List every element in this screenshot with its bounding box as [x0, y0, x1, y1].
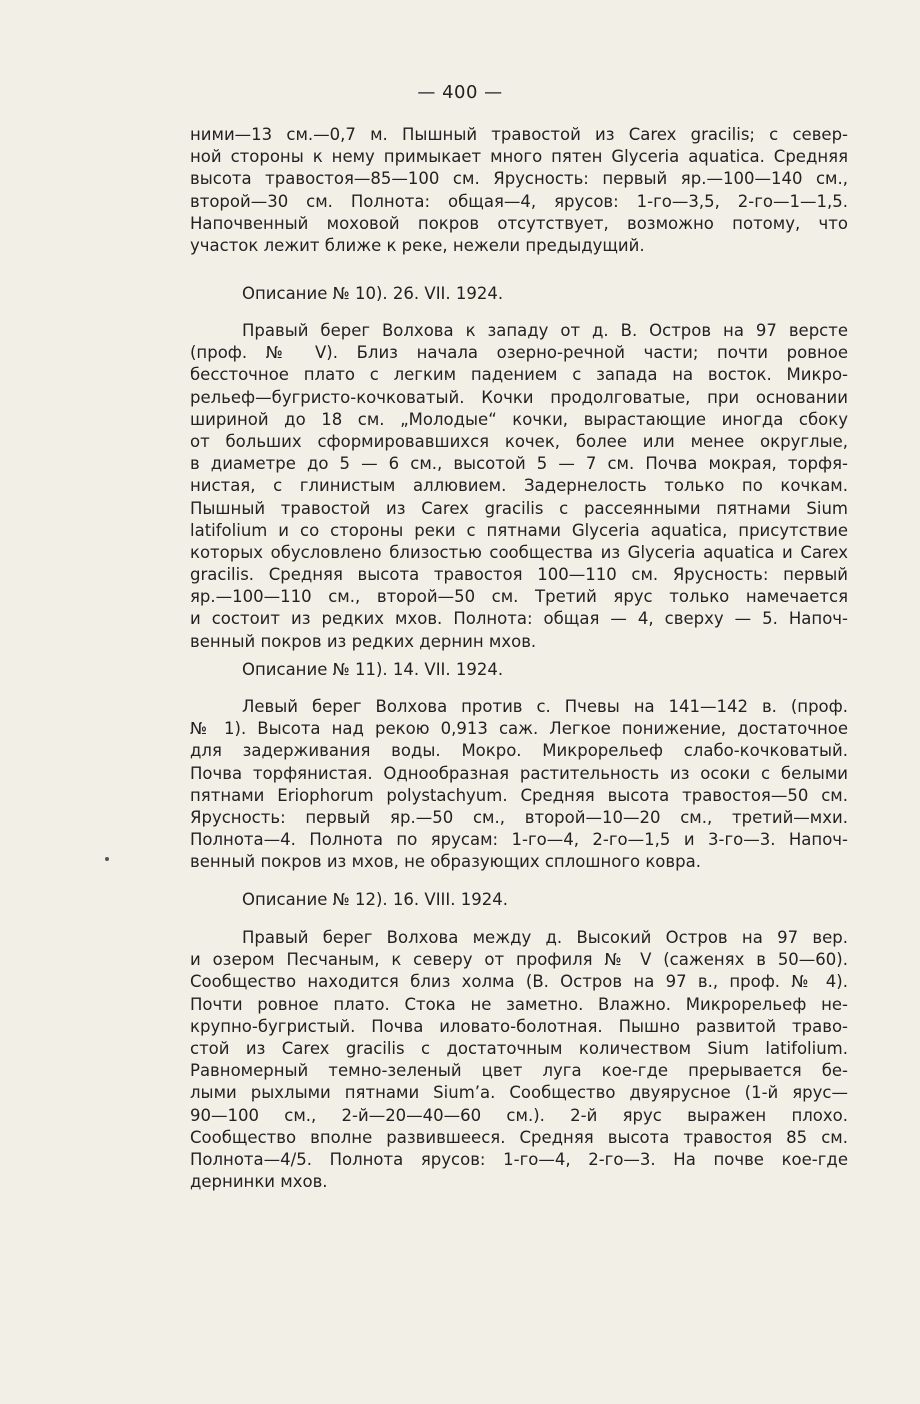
- text-line: № 1). Высота над рекою 0,913 саж. Легкое понижение, достаточное: [190, 719, 848, 739]
- text-line: нистая, с глинистым аллювием. Задернелость только по кочкам.: [190, 476, 848, 496]
- text-line: Полнота—4/5. Полнота ярусов: 1-го—4, 2-го—3. На почве кое-где: [190, 1149, 848, 1169]
- text-line: Напочвенный моховой покров отсутствует, возможно потому, что: [190, 213, 848, 233]
- text-line: которых обусловлено близостью сообщества из Glyceria aquatica и Carex: [190, 542, 848, 562]
- text-line: и озером Песчаным, к северу от профиля № V (саженях в 50—60).: [190, 950, 848, 970]
- text-line: Сообщество вполне развившееся. Средняя высота травостоя 85 см.: [190, 1127, 848, 1147]
- section-heading: Описание № 10). 26. VII. 1924.: [242, 284, 504, 303]
- text-line: Левый берег Волхова против с. Пчевы на 141—142 в. (проф.: [242, 697, 848, 716]
- section-heading: Описание № 11). 14. VII. 1924.: [242, 660, 504, 679]
- page-number: — 400 —: [417, 82, 503, 103]
- text-line: Пышный травостой из Carex gracilis с рассеянными пятнами Sium: [190, 498, 848, 518]
- text-line: Сообщество находится близ холма (В. Остров на 97 в., проф. № 4).: [190, 972, 848, 992]
- section-paragraph: [190, 320, 848, 653]
- text-line: дернинки мхов.: [190, 1172, 328, 1192]
- text-line: бессточное плато с легким падением с запада на восток. Микро-: [190, 365, 848, 385]
- section-paragraph: [190, 927, 848, 1193]
- text-line: яр.—100—110 см., второй—50 см. Третий ярус только намечается: [190, 587, 848, 607]
- text-line: венный покров из мхов, не образующих сплошного ковра.: [190, 852, 701, 872]
- text-line: лыми рыхлыми пятнами Sium’a. Сообщество двуярусное (1-й ярус—: [190, 1083, 848, 1103]
- text-line: Правый берег Волхова к западу от д. В. Остров на 97 версте: [242, 321, 848, 340]
- text-line: Правый берег Волхова между д. Высокий Остров на 97 вер.: [242, 928, 848, 947]
- margin-mark: [105, 857, 109, 861]
- text-line: второй—30 см. Полнота: общая—4, ярусов: 1-го—3,5, 2-го—1—1,5.: [190, 191, 848, 211]
- text-line: венный покров из редких дернин мхов.: [190, 631, 537, 651]
- text-line: от больших сформировавшихся кочек, более или менее округлые,: [190, 431, 848, 451]
- text-line: и состоит из редких мхов. Полнота: общая — 4, сверху — 5. Напоч-: [190, 609, 848, 629]
- text-line: высота травостоя—85—100 см. Ярусность: первый яр.—100—140 см.,: [190, 169, 848, 189]
- text-line: стой из Carex gracilis с достаточным количеством Sium latifolium.: [190, 1038, 848, 1058]
- text-line: (проф. № V). Близ начала озерно-речной части; почти ровное: [190, 343, 848, 363]
- text-line: участок лежит ближе к реке, нежели предыдущий.: [190, 235, 645, 255]
- section-paragraph: [190, 696, 848, 874]
- text-line: ной стороны к нему примыкает много пятен Glyceria aquatica. Средняя: [190, 147, 848, 167]
- text-line: Почти ровное плато. Стока не заметно. Влажно. Микрорельеф не-: [190, 994, 848, 1014]
- text-line: gracilis. Средняя высота травостоя 100—110 см. Ярусность: первый: [190, 565, 848, 585]
- text-line: рельеф—бугристо-кочковатый. Кочки продолговатые, при основании: [190, 387, 848, 407]
- text-line: Почва торфянистая. Однообразная растительность из осоки с белыми: [190, 763, 848, 783]
- text-line: для задерживания воды. Мокро. Микрорельеф слабо-кочковатый.: [190, 741, 848, 761]
- text-line: пятнами Eriophorum polystachyum. Средняя высота травостоя—50 см.: [190, 785, 848, 805]
- text-line: крупно-бугристый. Почва иловато-болотная. Пышно развитой траво-: [190, 1016, 848, 1036]
- text-line: Ярусность: первый яр.—50 см., второй—10—20 см., третий—мхи.: [190, 807, 848, 827]
- intro-paragraph: [190, 124, 848, 257]
- text-line: 90—100 см., 2-й—20—40—60 см.). 2-й ярус выражен плохо.: [190, 1105, 848, 1125]
- text-line: шириной до 18 см. „Молодые“ кочки, вырастающие иногда сбоку: [190, 409, 848, 429]
- section-heading: Описание № 12). 16. VIII. 1924.: [242, 890, 509, 909]
- text-line: Равномерный темно-зеленый цвет луга кое-где прерывается бе-: [190, 1061, 848, 1081]
- text-line: в диаметре до 5 — 6 см., высотой 5 — 7 см. Почва мокрая, торфя-: [190, 454, 848, 474]
- text-line: latifolium и со стороны реки с пятнами Glyceria aquatica, присутствие: [190, 520, 848, 540]
- text-line: Полнота—4. Полнота по ярусам: 1-го—4, 2-го—1,5 и 3-го—3. Напоч-: [190, 830, 848, 850]
- text-line: ними—13 см.—0,7 м. Пышный травостой из Carex gracilis; с север-: [190, 125, 848, 144]
